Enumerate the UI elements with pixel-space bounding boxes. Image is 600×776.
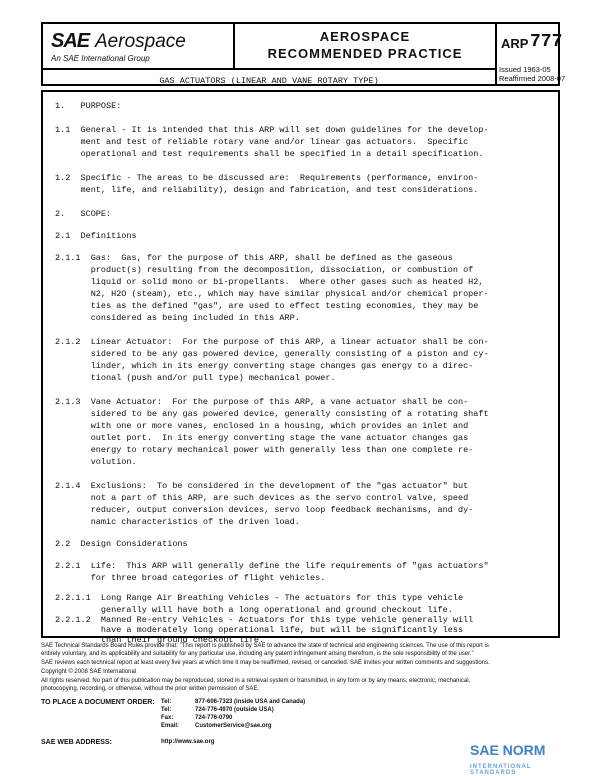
logo-word: Aerospace bbox=[95, 31, 186, 52]
paragraph-line: sidered to be any gas powered device, generally consisting of a piston and cy- bbox=[55, 349, 489, 359]
paragraph-line: operational and test requirements shall be specified in a detail specification. bbox=[55, 149, 484, 159]
footer-copyright: Copyright © 2008 SAE International bbox=[41, 669, 137, 675]
paragraph-line: 2.1.1 Gas: Gas, for the purpose of this ARP, shall be defined as the gaseous bbox=[55, 253, 453, 263]
logo-mark: SAE bbox=[51, 30, 90, 52]
document-dates bbox=[497, 65, 566, 86]
paragraph-line: N2, H2O (steam), etc., which may have similar physical and/or chemical proper- bbox=[55, 289, 489, 299]
paragraph-line: 2.2.1.2 Manned Re-entry Vehicles - Actuators for this type vehicle generally will bbox=[55, 615, 474, 625]
order-label: TO PLACE A DOCUMENT ORDER: bbox=[41, 699, 155, 706]
paragraph-line: linder, which in its energy converting stage changes gas energy to a direc- bbox=[55, 361, 474, 371]
email-label: Email: bbox=[161, 723, 180, 729]
sae-norm-logo bbox=[470, 742, 546, 776]
footer-notice-line: photocopying, recording, or otherwise, without the prior written permission of SAE. bbox=[41, 686, 260, 692]
paragraph-line: product(s) resulting from the decomposition, dissociation, or combustion of bbox=[55, 265, 474, 275]
document-number: 777 bbox=[530, 32, 563, 52]
paragraph-line: namic characteristics of the driven load. bbox=[55, 517, 300, 527]
paragraph-line: ment and test of reliable rotary vane and/or linear gas actuators. Specific bbox=[55, 137, 469, 147]
paragraph-line: 1.1 General - It is intended that this ARP will set down guidelines for the develop- bbox=[55, 125, 489, 135]
paragraph-line: with one or more vanes, enclosed in a housing, which provides an inlet and bbox=[55, 421, 469, 431]
document-type-line2: RECOMMENDED PRACTICE bbox=[267, 46, 463, 61]
document-id bbox=[497, 24, 563, 68]
paragraph-line: generally will have both a long operational and ground checkout life. bbox=[55, 605, 453, 615]
paragraph-line: reducer, output conversion devices, servo loop feedback mechanisms, and dy- bbox=[55, 505, 474, 515]
tel1-label: Tel: bbox=[161, 699, 172, 705]
paragraph-line: volution. bbox=[55, 457, 137, 467]
footer-notice-line: SAE reviews each technical report at least every five years at which time it may be reaffirmed, revised, or cancelled. SAE invites your written comments and suggestions. bbox=[41, 660, 490, 666]
paragraph-line: 2.1.2 Linear Actuator: For the purpose of this ARP, a linear actuator shall be con- bbox=[55, 337, 489, 347]
paragraph-line: considered as being included in this ARP. bbox=[55, 313, 300, 323]
fax-value: 724-776-0790 bbox=[195, 715, 233, 721]
paragraph-line: liquid or solid mono or bi-propellants. Where other gases such as heated H2, bbox=[55, 277, 484, 287]
issued-date: Issued 1963-05 bbox=[499, 65, 551, 74]
document-type bbox=[235, 24, 497, 68]
fax-label: Fax: bbox=[161, 715, 174, 721]
subsection-heading: 2.1 Definitions bbox=[55, 231, 137, 241]
sae-norm-subtitle: INTERNATIONAL STANDARDS bbox=[470, 764, 532, 776]
section-heading: 1. PURPOSE: bbox=[55, 101, 122, 111]
sae-aerospace-logo bbox=[43, 24, 235, 68]
paragraph-line: sidered to be any gas powered device, generally consisting of a rotating shaft bbox=[55, 409, 489, 419]
paragraph-line: 2.2.1.1 Long Range Air Breathing Vehicles - The actuators for this type vehicle bbox=[55, 593, 464, 603]
document-type-line1: AEROSPACE bbox=[319, 29, 411, 44]
tel2-label: Tel: bbox=[161, 707, 172, 713]
footer-notice-line: SAE Technical Standards Board Rules provide that: "This report is published by SAE to advance the state of technical and engineering sciences. The use of this report is bbox=[41, 643, 489, 649]
paragraph-line: tional (push and/or pull type) mechanical power. bbox=[55, 373, 336, 383]
web-link[interactable]: http://www.sae.org bbox=[161, 739, 215, 745]
paragraph-line: 2.1.4 Exclusions: To be considered in the development of the "gas actuator" but bbox=[55, 481, 469, 491]
paragraph-line: not a part of this ARP, are such devices as the servo control valve, speed bbox=[55, 493, 469, 503]
paragraph-line: ties as the defined "gas", are used to effect testing economies, they may be bbox=[55, 301, 479, 311]
paragraph-line: have a moderately long operational life, but will be significantly less bbox=[55, 625, 464, 635]
paragraph-line: ment, life, and reliability), design and fabrication, and test considerations. bbox=[55, 185, 479, 195]
document-title: GAS ACTUATORS (LINEAR AND VANE ROTARY TYPE) bbox=[159, 76, 379, 86]
document-prefix: ARP bbox=[501, 36, 529, 51]
header-block bbox=[41, 22, 566, 86]
sae-norm-word: SAE NORM bbox=[470, 742, 546, 758]
paragraph-line: energy to rotary mechanical power with generally less than one complete re- bbox=[55, 445, 474, 455]
reaffirmed-date: Reaffirmed 2008-07 bbox=[499, 74, 566, 83]
paragraph-line: outlet port. In its energy converting stage the vane actuator changes gas bbox=[55, 433, 469, 443]
tel1-value: 877-606-7323 (inside USA and Canada) bbox=[195, 699, 306, 705]
paragraph-line: 2.2.1 Life: This ARP will generally define the life requirements of "gas actuators" bbox=[55, 561, 489, 571]
document-title-row bbox=[43, 68, 497, 84]
footer-notice-line: entirely voluntary, and its applicability and suitability for any particular use, including any patent infringement arising therefrom, is the sole responsibility of the user." bbox=[41, 651, 474, 657]
paragraph-line: 2.1.3 Vane Actuator: For the purpose of this ARP, a vane actuator shall be con- bbox=[55, 397, 469, 407]
paragraph-line: for three broad categories of flight vehicles. bbox=[55, 573, 326, 583]
paragraph-line: than their ground checkout life. bbox=[55, 635, 265, 645]
subsection-heading: 2.2 Design Considerations bbox=[55, 539, 188, 549]
footer-notice-line: All rights reserved. No part of this publication may be reproduced, stored in a retrieval system or transmitted, in any form or by any means, electronic, mechanical, bbox=[41, 678, 471, 684]
email-link[interactable]: CustomerService@sae.org bbox=[195, 723, 272, 729]
section-heading: 2. SCOPE: bbox=[55, 209, 112, 219]
tel2-value: 724-776-4970 (outside USA) bbox=[195, 707, 274, 713]
web-label: SAE WEB ADDRESS: bbox=[41, 739, 112, 746]
paragraph-line: 1.2 Specific - The areas to be discussed are: Requirements (performance, environ- bbox=[55, 173, 479, 183]
logo-subtitle: An SAE International Group bbox=[51, 54, 150, 63]
